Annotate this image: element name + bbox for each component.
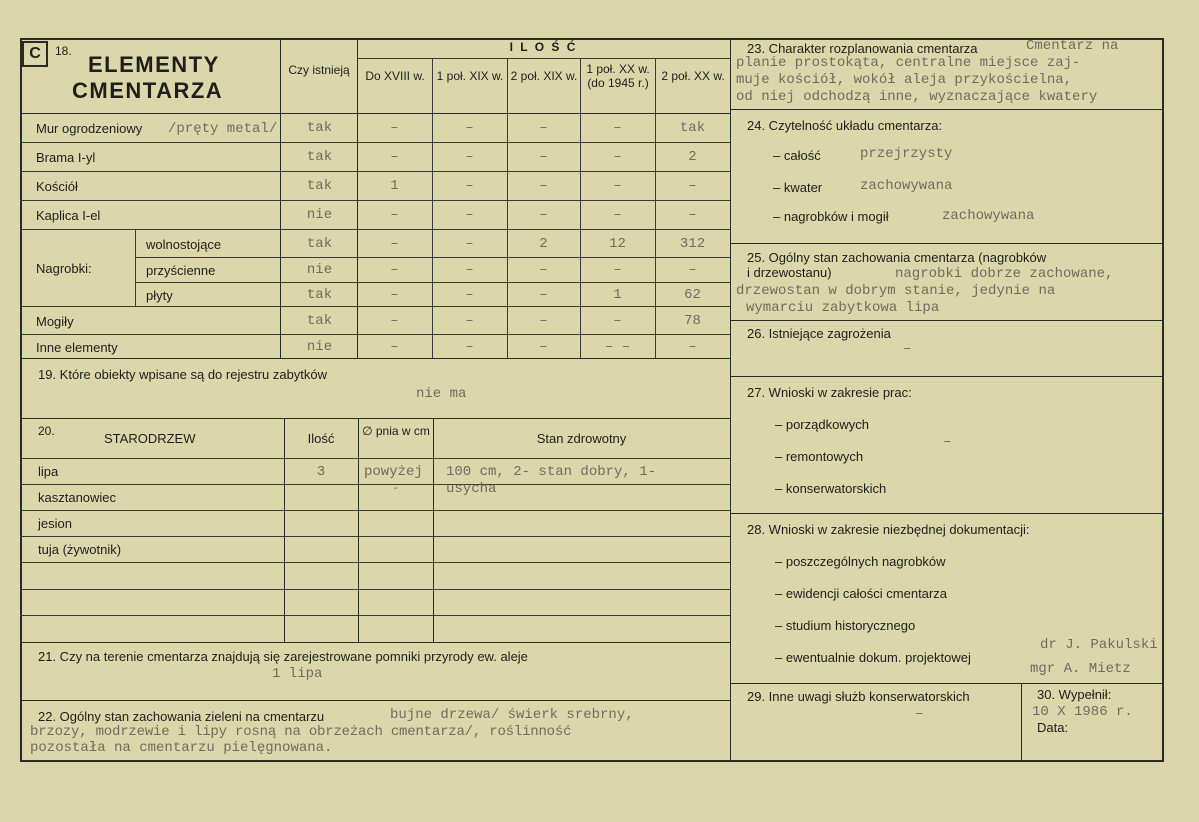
section-19-value: nie ma [416, 386, 467, 402]
author-2: mgr A. Mietz [1030, 661, 1131, 677]
section-30-value: 10 X 1986 r. [1032, 704, 1133, 720]
lipa-quantity: 3 [316, 464, 326, 480]
s24-item-whole: – całość [773, 148, 821, 163]
element-row-value: – [613, 178, 622, 194]
element-row-value: – [465, 262, 474, 278]
element-row-value: 312 [679, 235, 706, 252]
element-row-exists: tak [306, 178, 333, 194]
element-row-exists: tak [306, 120, 333, 136]
section-27-value: – [943, 434, 952, 450]
element-row-value: 78 [684, 312, 701, 329]
col-xviii: Do XVIII w. [365, 69, 425, 83]
element-row-value: 62 [684, 286, 701, 303]
element-row-label: płyty [146, 287, 173, 303]
s28-item-design: – ewentualnie dokum. projektowej [775, 650, 971, 665]
element-row-value: 1 [613, 286, 622, 303]
element-row-value: – [465, 286, 474, 303]
section-22-value-line2: brzozy, modrzewie i lipy rosną na obrzeżach cmentarza/, roślinność [30, 724, 572, 740]
element-row-value: – [465, 178, 474, 194]
col-2-xix: 2 poł. XIX w. [510, 69, 578, 83]
col-health-header: Stan zdrowotny [536, 431, 627, 446]
element-row-value: – [465, 149, 474, 165]
element-row-value: – [390, 286, 399, 303]
element-row-exists: tak [306, 286, 333, 303]
element-row-value: – [688, 262, 697, 278]
element-row-value: 1 [390, 178, 399, 194]
section-30-date-label: Data: [1037, 720, 1069, 735]
lipa-health-line1: 100 cm, 2- stan dobry, 1- [446, 464, 657, 480]
tree-name-jesion: jesion [38, 516, 72, 531]
s24-value-graves: zachowywana [942, 208, 1035, 224]
element-row-value: – [539, 338, 548, 355]
element-row-value: – [465, 120, 474, 136]
qty-header: I L O Ś Ć [509, 40, 578, 54]
element-row-value: – [613, 120, 622, 136]
s28-item-history: – studium historycznego [775, 618, 916, 633]
element-row-value: – [613, 207, 622, 223]
section-30-label: 30. Wypełnił: [1037, 687, 1112, 702]
element-row-label: Kaplica I-el [36, 208, 101, 223]
section-22-value-line3: pozostała na cmentarzu pielęgnowana. [30, 740, 333, 756]
lipa-health-line2: usycha [446, 481, 497, 497]
element-row-value: – [539, 178, 548, 194]
lipa-diameter: powyżej [364, 464, 423, 480]
element-row-exists: tak [306, 149, 333, 165]
element-row-value: – [613, 262, 622, 278]
element-row-value: – [390, 262, 399, 278]
element-row-label: przyścienne [146, 263, 216, 278]
section-19-label: 19. Które obiekty wpisane są do rejestru zabytków [38, 367, 328, 382]
section-26-label: 26. Istniejące zagrożenia [747, 326, 891, 341]
element-row-value: – [465, 235, 474, 252]
s24-item-graves: – nagrobków i mogił [773, 209, 889, 224]
section-18-title-line2: CMENTARZA [72, 78, 224, 103]
section-25-label-2: i drzewostanu) [747, 265, 832, 280]
section-22-value-line1: bujne drzewa/ świerk srebrny, [390, 707, 634, 723]
element-row-exists: tak [306, 312, 333, 329]
element-row-value: tak [679, 120, 706, 136]
nagrobki-label: Nagrobki: [36, 261, 92, 276]
section-25-value-3: wymarciu zabytkowa lipa [746, 300, 940, 316]
tree-name-tuja: tuja (żywotnik) [38, 542, 122, 557]
element-row-value: – [390, 235, 399, 252]
element-row-label: wolnostojące [146, 236, 222, 252]
section-21-label: 21. Czy na terenie cmentarza znajdują się zarejestrowane pomniki przyrody ew. aleje [38, 649, 528, 664]
element-row-value: – [390, 338, 399, 355]
section-29-value: – [915, 706, 924, 722]
section-25-label-1: 25. Ogólny stan zachowania cmentarza (nagrobków [747, 250, 1047, 265]
element-row-value: – [390, 312, 399, 329]
element-row-value: – [539, 149, 548, 165]
section-25-value-2: drzewostan w dobrym stanie, jedynie na [736, 283, 1056, 299]
card-letter-box: C [22, 41, 48, 67]
element-row-value: – [465, 312, 474, 329]
col-2-xx: 2 poł. XX w. [661, 69, 725, 83]
s24-value-quarters: zachowywana [860, 178, 953, 194]
section-18-number: 18. [55, 44, 72, 58]
element-row-exists: nie [306, 338, 333, 355]
element-row-label: Mogiły [36, 313, 74, 329]
section-22-label: 22. Ogólny stan zachowania zieleni na cmentarzu [38, 709, 325, 724]
section-25-value-1: nagrobki dobrze zachowane, [895, 266, 1114, 282]
section-27-label: 27. Wnioski w zakresie prac: [747, 385, 912, 400]
section-23-line4: od niej odchodzą inne, wyznaczające kwatery [736, 89, 1098, 105]
element-row-value: – [390, 120, 399, 136]
col-exists-header: Czy istnieją [288, 63, 350, 77]
element-row-exists: nie [306, 207, 333, 223]
s27-item-conservation: – konserwatorskich [775, 481, 887, 496]
s24-value-whole: przejrzysty [860, 146, 953, 162]
section-23-label: 23. Charakter rozplanowania cmentarza [747, 41, 978, 56]
section-23-line3: muje kościół, wokół aleja przykościelna, [736, 72, 1073, 88]
element-row-value: 2 [539, 235, 548, 252]
element-row-value: – [465, 207, 474, 223]
element-row-value: – – [604, 338, 631, 355]
section-20-number: 20. [38, 424, 55, 438]
section-24-label: 24. Czytelność układu cmentarza: [747, 118, 943, 133]
element-row-value: – [539, 207, 548, 223]
element-row-value: – [688, 207, 697, 223]
element-row-label: Mur ogrodzeniowy [36, 121, 143, 136]
element-row-value: – [613, 312, 622, 329]
element-row-exists: nie [306, 262, 333, 278]
section-28-label: 28. Wnioski w zakresie niezbędnej dokumentacji: [747, 522, 1030, 537]
author-1: dr J. Pakulski [1040, 637, 1158, 653]
element-row-value: – [613, 149, 622, 165]
col-1-xx: 1 poł. XX w. (do 1945 r.) [586, 62, 650, 90]
s24-item-quarters: – kwater [773, 180, 823, 195]
element-row-value: – [539, 120, 548, 136]
element-row-exists: tak [306, 235, 333, 252]
element-row-value: – [539, 262, 548, 278]
col-qty-header: Ilość [307, 431, 335, 446]
tree-name-lipa: lipa [38, 464, 59, 479]
section-20-title: STARODRZEW [104, 431, 196, 446]
element-row-value: – [539, 312, 548, 329]
element-row-label: Brama I-yl [36, 150, 96, 165]
element-row-value: – [390, 149, 399, 165]
s27-item-cleanup: – porządkowych [775, 417, 869, 432]
element-row-extra: /pręty metal/ [168, 121, 278, 137]
col-diameter-header: ∅ pnia w cm [362, 424, 430, 438]
element-row-value: 12 [609, 235, 626, 252]
element-row-value: – [390, 207, 399, 223]
element-row-value: – [539, 286, 548, 303]
kasztanowiec-diameter: - [392, 483, 399, 495]
element-row-value: – [465, 338, 474, 355]
section-23-line2: planie prostokąta, centralne miejsce zaj- [736, 55, 1081, 71]
section-26-value: – [903, 341, 912, 357]
section-23-line1: Cmentarz na [1026, 38, 1119, 54]
s28-item-graves: – poszczególnych nagrobków [775, 554, 946, 569]
tree-name-kasztanowiec: kasztanowiec [38, 490, 117, 505]
section-29-label: 29. Inne uwagi służb konserwatorskich [747, 689, 970, 704]
element-row-label: Inne elementy [36, 339, 118, 355]
s27-item-repair: – remontowych [775, 449, 864, 464]
section-18-title-line1: ELEMENTY [88, 52, 220, 77]
element-row-value: – [688, 338, 697, 355]
element-row-label: Kościół [36, 179, 78, 194]
element-row-value: 2 [688, 149, 697, 165]
column-divider [730, 38, 731, 762]
section-21-value: 1 lipa [272, 666, 323, 682]
element-row-value: – [688, 178, 697, 194]
s28-item-records: – ewidencji całości cmentarza [775, 586, 947, 601]
col-1-xix: 1 poł. XIX w. [436, 69, 504, 83]
